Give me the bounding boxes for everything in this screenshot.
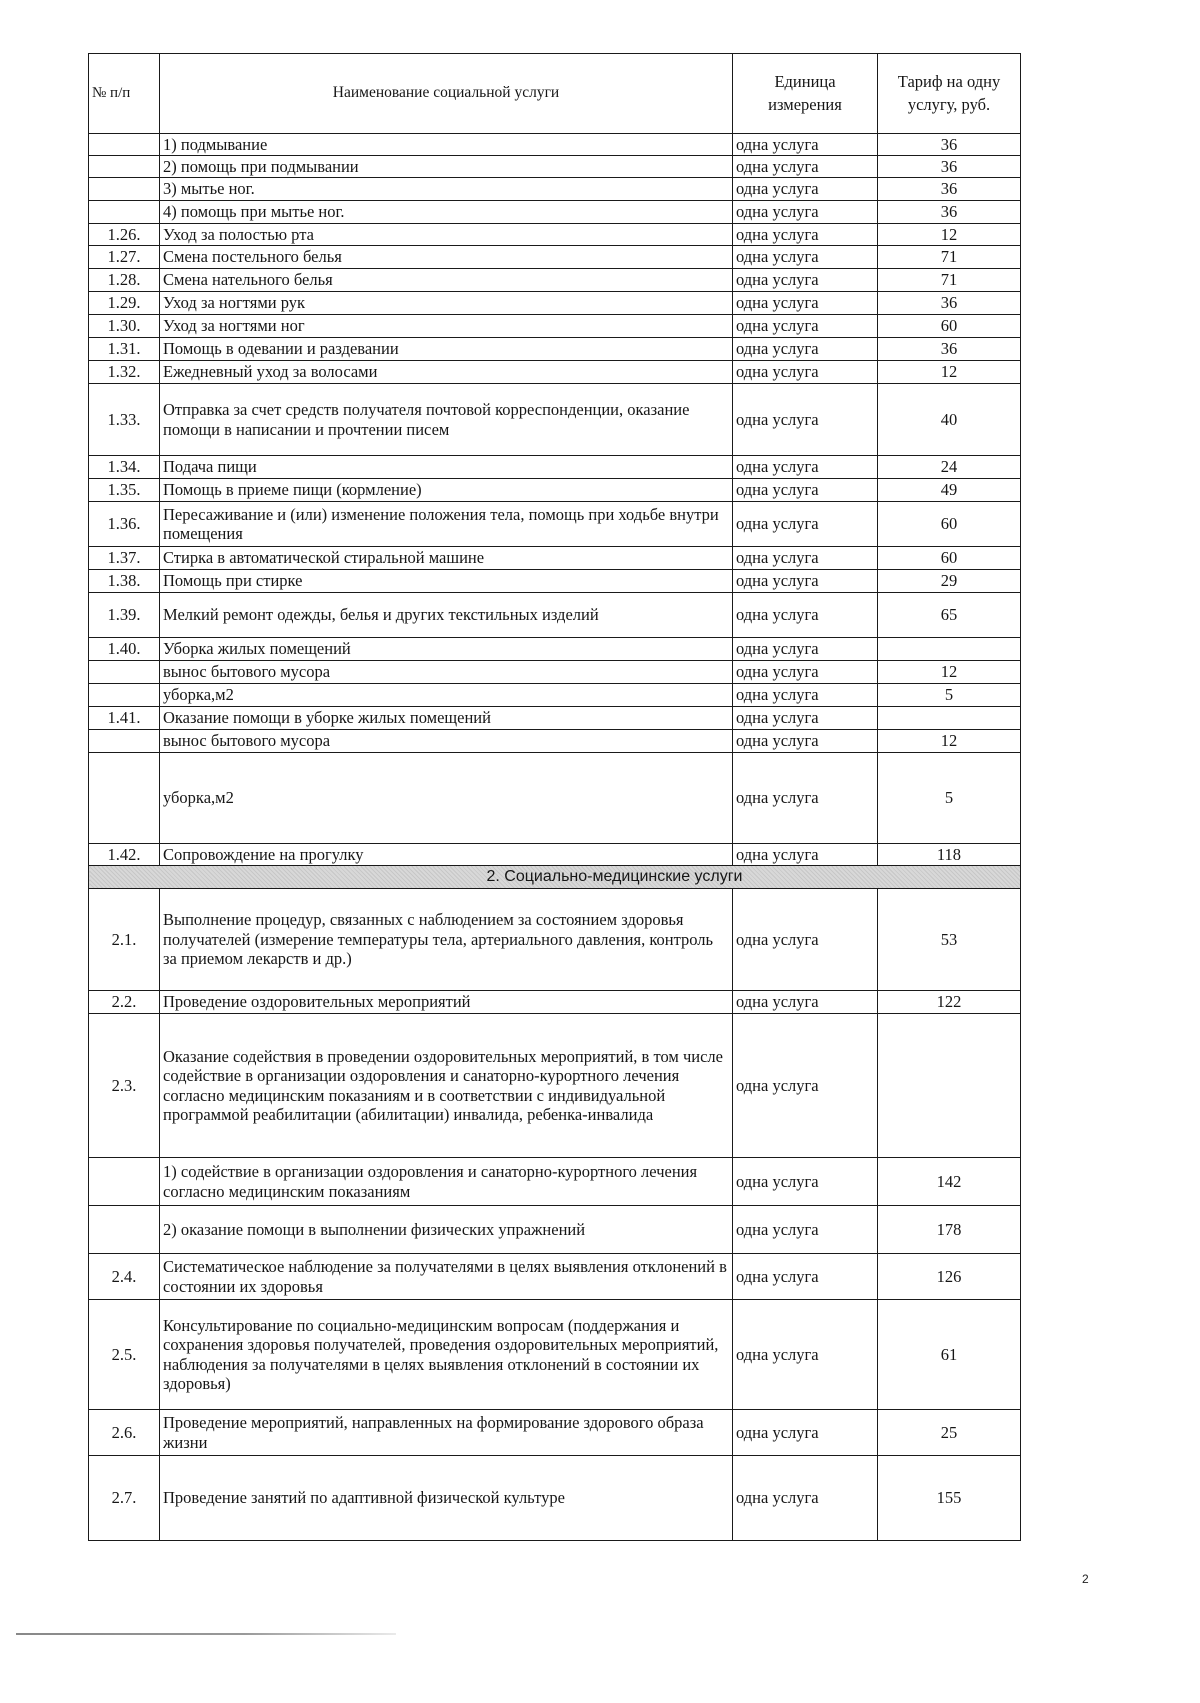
row-service-name: Проведение оздоровительных мероприятий [160,991,733,1014]
row-unit: одна услуга [733,1254,878,1300]
row-service-name: Отправка за счет средств получателя почтовой корреспонденции, оказание помощи в написании и прочтении писем [160,384,733,456]
row-tariff: 53 [878,889,1021,991]
row-number: 1.37. [89,547,160,570]
tariff-table [88,53,1021,1541]
row-number: 1.40. [89,638,160,661]
table-row [89,1456,1021,1541]
row-service-name: Ежедневный уход за волосами [160,361,733,384]
table-row [89,593,1021,638]
row-tariff: 12 [878,361,1021,384]
row-unit: одна услуга [733,1456,878,1541]
row-service-name: Помощь при стирке [160,570,733,593]
table-row [89,1254,1021,1300]
table-row [89,224,1021,246]
row-unit: одна услуга [733,1410,878,1456]
row-unit: одна услуга [733,269,878,292]
row-number: 1.33. [89,384,160,456]
row-unit: одна услуга [733,638,878,661]
row-unit: одна услуга [733,502,878,547]
row-service-name: 2) оказание помощи в выполнении физических упражнений [160,1206,733,1254]
row-tariff: 60 [878,315,1021,338]
row-service-name: Оказание помощи в уборке жилых помещений [160,707,733,730]
row-service-name: Помощь в приеме пищи (кормление) [160,479,733,502]
table-row [89,730,1021,753]
row-number: 2.5. [89,1300,160,1410]
row-tariff: 12 [878,661,1021,684]
row-tariff [878,638,1021,661]
table-row [89,889,1021,991]
row-unit: одна услуга [733,844,878,866]
row-tariff: 142 [878,1158,1021,1206]
row-unit: одна услуга [733,456,878,479]
row-number: 2.6. [89,1410,160,1456]
row-tariff: 61 [878,1300,1021,1410]
row-service-name: Смена постельного белья [160,246,733,269]
row-service-name: Консультирование по социально-медицинским вопросам (поддержания и сохранения здоровья получателей, проведения оздоровительных мероприятий, наблюдения за получателями в целях выявления отклонений в состоянии их здоровья) [160,1300,733,1410]
row-tariff: 71 [878,269,1021,292]
row-service-name: вынос бытового мусора [160,661,733,684]
row-unit: одна услуга [733,1206,878,1254]
row-unit: одна услуга [733,684,878,707]
row-unit: одна услуга [733,479,878,502]
row-service-name: Уход за полостью рта [160,224,733,246]
row-unit: одна услуга [733,1158,878,1206]
row-number [89,201,160,224]
header-number: № п/п [89,54,160,134]
row-service-name: Смена нательного белья [160,269,733,292]
row-number: 2.1. [89,889,160,991]
row-number: 1.38. [89,570,160,593]
row-number [89,753,160,844]
row-service-name: Подача пищи [160,456,733,479]
table-row [89,201,1021,224]
row-tariff [878,707,1021,730]
table-row [89,456,1021,479]
row-unit: одна услуга [733,753,878,844]
row-unit: одна услуга [733,224,878,246]
table-row [89,269,1021,292]
table-row [89,479,1021,502]
row-service-name: 4) помощь при мытье ног. [160,201,733,224]
row-number: 2.7. [89,1456,160,1541]
row-unit: одна услуга [733,991,878,1014]
row-service-name: Уход за ногтями ног [160,315,733,338]
row-unit: одна услуга [733,201,878,224]
row-tariff: 65 [878,593,1021,638]
row-service-name: 1) подмывание [160,134,733,156]
row-number: 1.35. [89,479,160,502]
row-tariff: 36 [878,156,1021,178]
row-number: 2.3. [89,1014,160,1158]
row-number [89,156,160,178]
section-title: 2. Социально-медицинские услуги [89,866,1021,889]
row-number: 1.27. [89,246,160,269]
row-service-name: Мелкий ремонт одежды, белья и других текстильных изделий [160,593,733,638]
table-row [89,315,1021,338]
row-service-name: Уход за ногтями рук [160,292,733,315]
row-tariff: 12 [878,730,1021,753]
row-tariff: 36 [878,178,1021,201]
row-unit: одна услуга [733,384,878,456]
table-row [89,156,1021,178]
row-unit: одна услуга [733,593,878,638]
section-header-row [89,866,1021,889]
page-number: 2 [1082,1572,1089,1586]
row-tariff: 122 [878,991,1021,1014]
row-tariff: 49 [878,479,1021,502]
table-row [89,246,1021,269]
row-tariff: 36 [878,338,1021,361]
header-unit: Единица измерения [733,54,878,134]
row-number [89,730,160,753]
row-service-name: Проведение занятий по адаптивной физической культуре [160,1456,733,1541]
row-number [89,661,160,684]
table-header-row [89,54,1021,134]
row-service-name: Помощь в одевании и раздевании [160,338,733,361]
row-service-name: вынос бытового мусора [160,730,733,753]
row-number: 1.42. [89,844,160,866]
row-number: 1.34. [89,456,160,479]
row-unit: одна услуга [733,292,878,315]
table-row [89,547,1021,570]
row-tariff: 126 [878,1254,1021,1300]
row-unit: одна услуга [733,156,878,178]
header-tariff: Тариф на одну услугу, руб. [878,54,1021,134]
row-service-name: Оказание содействия в проведении оздоровительных мероприятий, в том числе содействие в организации оздоровления и санаторно-курортного лечения согласно медицинским показаниям и в соответствии с индивидуальной программой реабилитации (абилитации) инвалида, ребенка-инвалида [160,1014,733,1158]
table-row [89,638,1021,661]
row-number: 1.32. [89,361,160,384]
row-service-name: 3) мытье ног. [160,178,733,201]
header-service-name: Наименование социальной услуги [160,54,733,134]
row-service-name: уборка,м2 [160,753,733,844]
table-row [89,707,1021,730]
table-row [89,384,1021,456]
row-tariff: 12 [878,224,1021,246]
row-tariff: 60 [878,502,1021,547]
row-number: 1.39. [89,593,160,638]
row-tariff: 25 [878,1410,1021,1456]
table-row [89,661,1021,684]
row-unit: одна услуга [733,730,878,753]
row-tariff: 178 [878,1206,1021,1254]
row-number: 1.36. [89,502,160,547]
table-row [89,844,1021,866]
row-unit: одна услуга [733,246,878,269]
row-tariff: 155 [878,1456,1021,1541]
table-row [89,338,1021,361]
table-row [89,991,1021,1014]
row-unit: одна услуга [733,707,878,730]
row-service-name: 2) помощь при подмывании [160,156,733,178]
row-service-name: Систематическое наблюдение за получателями в целях выявления отклонений в состоянии их здоровья [160,1254,733,1300]
row-unit: одна услуга [733,315,878,338]
row-service-name: 1) содействие в организации оздоровления и санаторно-курортного лечения согласно медицинским показаниям [160,1158,733,1206]
row-service-name: Пересаживание и (или) изменение положения тела, помощь при ходьбе внутри помещения [160,502,733,547]
row-number: 1.30. [89,315,160,338]
row-tariff: 29 [878,570,1021,593]
row-service-name: Проведение мероприятий, направленных на формирование здорового образа жизни [160,1410,733,1456]
row-tariff: 36 [878,201,1021,224]
row-number: 2.2. [89,991,160,1014]
row-number [89,1158,160,1206]
table-row [89,292,1021,315]
row-tariff: 60 [878,547,1021,570]
row-unit: одна услуга [733,178,878,201]
row-number [89,178,160,201]
row-service-name: Сопровождение на прогулку [160,844,733,866]
row-unit: одна услуга [733,661,878,684]
scan-artifact-line [16,1633,396,1635]
row-unit: одна услуга [733,361,878,384]
row-unit: одна услуга [733,570,878,593]
row-unit: одна услуга [733,547,878,570]
row-number: 1.26. [89,224,160,246]
row-service-name: Выполнение процедур, связанных с наблюдением за состоянием здоровья получателей (измерение температуры тела, артериального давления, контроль за приемом лекарств и др.) [160,889,733,991]
row-tariff: 5 [878,684,1021,707]
row-tariff: 5 [878,753,1021,844]
row-tariff: 36 [878,134,1021,156]
row-unit: одна услуга [733,1300,878,1410]
row-unit: одна услуга [733,338,878,361]
table-row [89,570,1021,593]
row-tariff: 40 [878,384,1021,456]
table-row [89,1410,1021,1456]
table-row [89,134,1021,156]
table-row [89,1206,1021,1254]
row-unit: одна услуга [733,1014,878,1158]
row-tariff: 36 [878,292,1021,315]
table-row [89,361,1021,384]
row-tariff: 24 [878,456,1021,479]
row-number [89,684,160,707]
table-row [89,753,1021,844]
row-number [89,1206,160,1254]
row-number: 1.29. [89,292,160,315]
row-tariff: 118 [878,844,1021,866]
table-row [89,1014,1021,1158]
table-row [89,502,1021,547]
row-number: 1.31. [89,338,160,361]
row-unit: одна услуга [733,889,878,991]
row-service-name: Стирка в автоматической стиральной машине [160,547,733,570]
row-number: 2.4. [89,1254,160,1300]
table-row [89,178,1021,201]
row-service-name: Уборка жилых помещений [160,638,733,661]
table-row [89,1158,1021,1206]
row-tariff: 71 [878,246,1021,269]
row-tariff [878,1014,1021,1158]
row-service-name: уборка,м2 [160,684,733,707]
row-number [89,134,160,156]
row-number: 1.28. [89,269,160,292]
row-unit: одна услуга [733,134,878,156]
table-row [89,1300,1021,1410]
table-row [89,684,1021,707]
row-number: 1.41. [89,707,160,730]
